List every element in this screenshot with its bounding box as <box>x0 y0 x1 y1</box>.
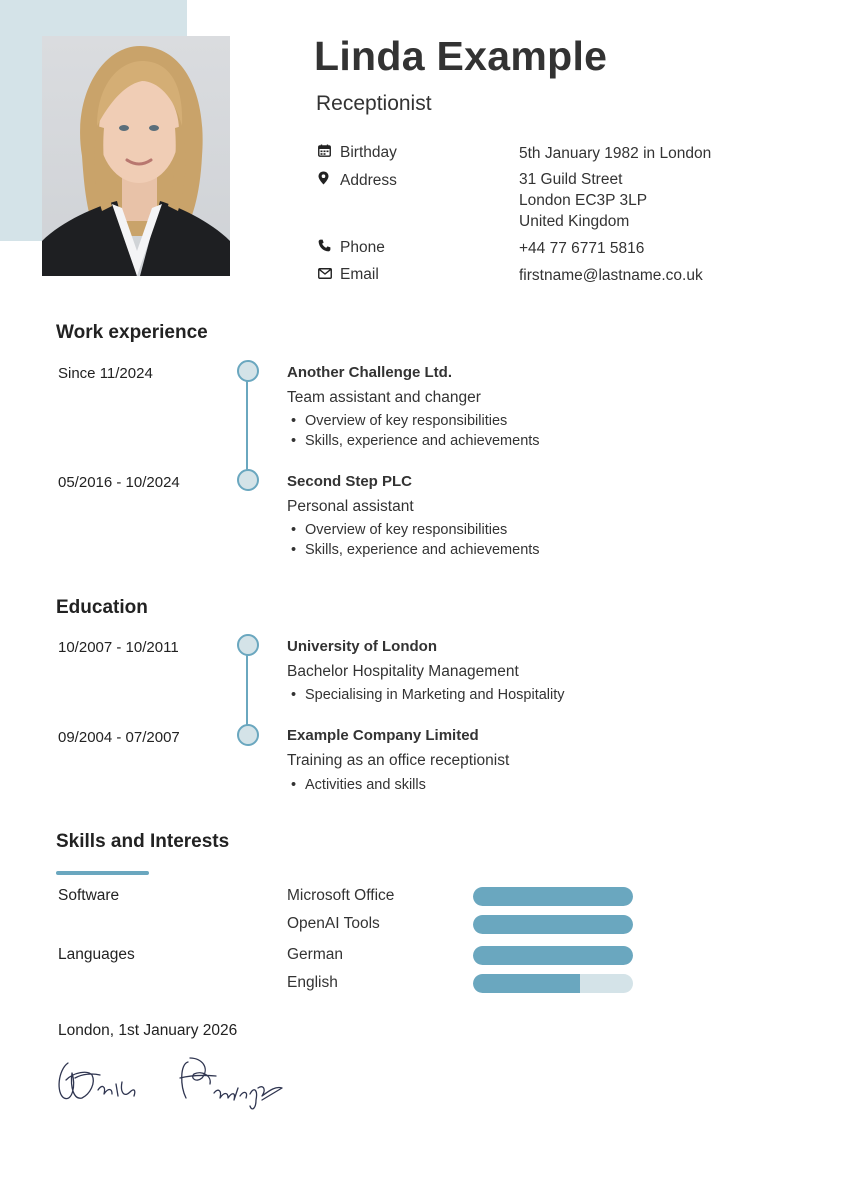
skill-name-openai-tools: OpenAI Tools <box>287 915 380 932</box>
handwritten-signature <box>52 1048 302 1123</box>
skill-level-fill <box>473 887 633 906</box>
education-entry-2-bullets <box>287 775 426 795</box>
skill-name-microsoft-office: Microsoft Office <box>287 887 395 904</box>
work-entry-2-date: 05/2016 - 10/2024 <box>58 474 180 491</box>
contact-email <box>318 266 379 284</box>
birthday-label: Birthday <box>340 144 397 161</box>
phone-icon <box>318 239 340 255</box>
address-line-3: United Kingdom <box>519 213 630 230</box>
work-entry-2-bullets <box>287 520 540 560</box>
address-line-2: London EC3P 3LP <box>519 192 648 209</box>
phone-value: +44 77 6771 5816 <box>519 240 645 257</box>
education-entry-1-position: Bachelor Hospitality Management <box>287 663 519 680</box>
map-pin-icon <box>318 171 340 188</box>
education-timeline-line <box>246 654 248 730</box>
education-title: Education <box>56 597 148 618</box>
skill-level-bar <box>473 887 633 906</box>
calendar-icon <box>318 144 340 160</box>
list-item: • Skills, experience and achievements <box>287 540 540 560</box>
timeline-node <box>237 360 259 382</box>
address-line-1: 31 Guild Street <box>519 171 623 188</box>
signature-place-date: London, 1st January 2026 <box>58 1022 238 1039</box>
work-entry-1-org: Another Challenge Ltd. <box>287 364 452 381</box>
education-entry-1-bullets <box>287 685 565 705</box>
skill-name-english: English <box>287 974 338 991</box>
phone-label: Phone <box>340 239 385 256</box>
candidate-name: Linda Example <box>314 33 608 79</box>
work-experience-title: Work experience <box>56 322 208 343</box>
skill-level-bar <box>473 946 633 965</box>
skill-level-bar <box>473 915 633 934</box>
contact-birthday <box>318 144 397 162</box>
languages-label: Languages <box>58 946 135 963</box>
candidate-role: Receptionist <box>316 92 432 115</box>
work-timeline-line <box>246 379 248 475</box>
education-entry-2-date: 09/2004 - 07/2007 <box>58 729 180 746</box>
skill-level-fill <box>473 974 580 993</box>
contact-address <box>318 171 397 190</box>
list-item: • Overview of key responsibilities <box>287 520 540 540</box>
profile-photo <box>42 36 230 276</box>
work-entry-1-position: Team assistant and changer <box>287 389 481 406</box>
list-item: • Skills, experience and achievements <box>287 431 540 451</box>
timeline-node <box>237 724 259 746</box>
software-label: Software <box>58 887 120 904</box>
contact-phone <box>318 239 385 257</box>
work-entry-1-bullets <box>287 411 540 451</box>
skills-title-underline <box>56 871 149 875</box>
skill-level-fill <box>473 946 633 965</box>
education-entry-1-org: University of London <box>287 638 437 655</box>
education-entry-1-date: 10/2007 - 10/2011 <box>58 639 179 656</box>
skill-level-bar <box>473 974 633 993</box>
work-entry-2-org: Second Step PLC <box>287 473 413 490</box>
skills-title: Skills and Interests <box>56 831 230 852</box>
address-label: Address <box>340 172 397 189</box>
envelope-icon <box>318 266 340 282</box>
skill-level-fill <box>473 915 633 934</box>
education-entry-2-org: Example Company Limited <box>287 727 479 744</box>
timeline-node <box>237 634 259 656</box>
list-item: • Specialising in Marketing and Hospitality <box>287 685 565 705</box>
work-entry-1-date: Since 11/2024 <box>58 365 153 382</box>
skill-name-german: German <box>287 946 343 963</box>
list-item: • Overview of key responsibilities <box>287 411 540 431</box>
list-item: • Activities and skills <box>287 775 426 795</box>
email-value[interactable]: firstname@lastname.co.uk <box>519 267 703 284</box>
email-label: Email <box>340 266 379 283</box>
timeline-node <box>237 469 259 491</box>
address-value <box>519 169 647 232</box>
work-entry-2-position: Personal assistant <box>287 498 414 515</box>
birthday-value: 5th January 1982 in London <box>519 145 712 162</box>
education-entry-2-position: Training as an office receptionist <box>287 752 510 769</box>
